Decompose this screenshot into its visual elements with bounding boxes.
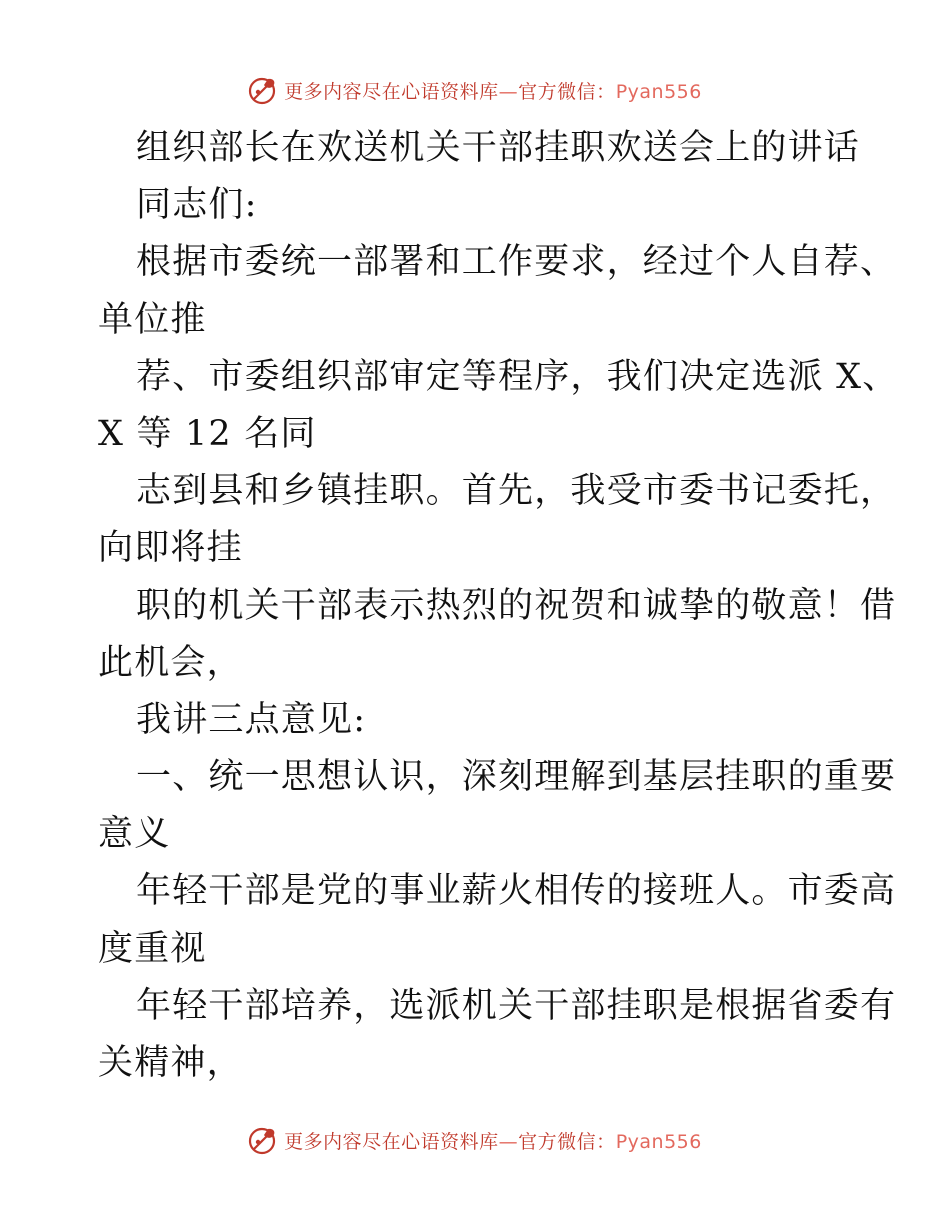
paragraph-line: 此机会， xyxy=(98,642,243,683)
paragraph-line: 年轻干部是党的事业薪火相传的接班人。市委高 xyxy=(136,871,897,912)
quill-logo-icon xyxy=(248,1125,278,1155)
paragraph-line: 关精神， xyxy=(98,1043,243,1083)
section-heading-continued: 意义 xyxy=(98,814,171,855)
section-heading: 一、统一思想认识，深刻理解到基层挂职的重要 xyxy=(136,757,897,798)
footer-watermark-banner xyxy=(0,1122,950,1158)
paragraph-line: 年轻干部培养，选派机关干部挂职是根据省委有 xyxy=(136,985,897,1026)
banner-text xyxy=(284,1127,702,1154)
banner-main-text: 更多内容尽在心语资料库 xyxy=(284,1130,499,1153)
paragraph-line: X 等 12 名同 xyxy=(98,413,317,454)
quill-logo-icon xyxy=(248,75,278,105)
paragraph-line: 我讲三点意见: xyxy=(136,699,367,740)
paragraph-line: 荐、市委组织部审定等程序，我们决定选派 X、 xyxy=(136,356,899,397)
banner-wechat-label: 官方微信： xyxy=(518,80,616,103)
paragraph-line: 向即将挂 xyxy=(98,528,243,569)
paragraph-line: 根据市委统一部署和工作要求，经过个人自荐、 xyxy=(136,242,897,283)
banner-wechat-id: Pyan556 xyxy=(615,80,702,103)
banner-wechat-label: 官方微信： xyxy=(518,1130,616,1153)
header-watermark-banner xyxy=(0,72,950,108)
paragraph-line: 度重视 xyxy=(98,928,207,969)
banner-dash: — xyxy=(498,80,519,103)
paragraph-line: 志到县和乡镇挂职。首先，我受市委书记委托， xyxy=(136,471,897,512)
banner-dash: — xyxy=(498,1130,519,1153)
banner-main-text: 更多内容尽在心语资料库 xyxy=(284,80,499,103)
banner-text xyxy=(284,77,702,104)
banner-wechat-id: Pyan556 xyxy=(615,1130,702,1153)
salutation: 同志们: xyxy=(136,185,258,226)
document-body xyxy=(98,120,899,1092)
paragraph-line: 单位推 xyxy=(98,299,207,340)
paragraph-line: 职的机关干部表示热烈的祝贺和诚挚的敬意！借 xyxy=(136,585,897,626)
document-title: 组织部长在欢送机关干部挂职欢送会上的讲话 xyxy=(136,128,861,168)
